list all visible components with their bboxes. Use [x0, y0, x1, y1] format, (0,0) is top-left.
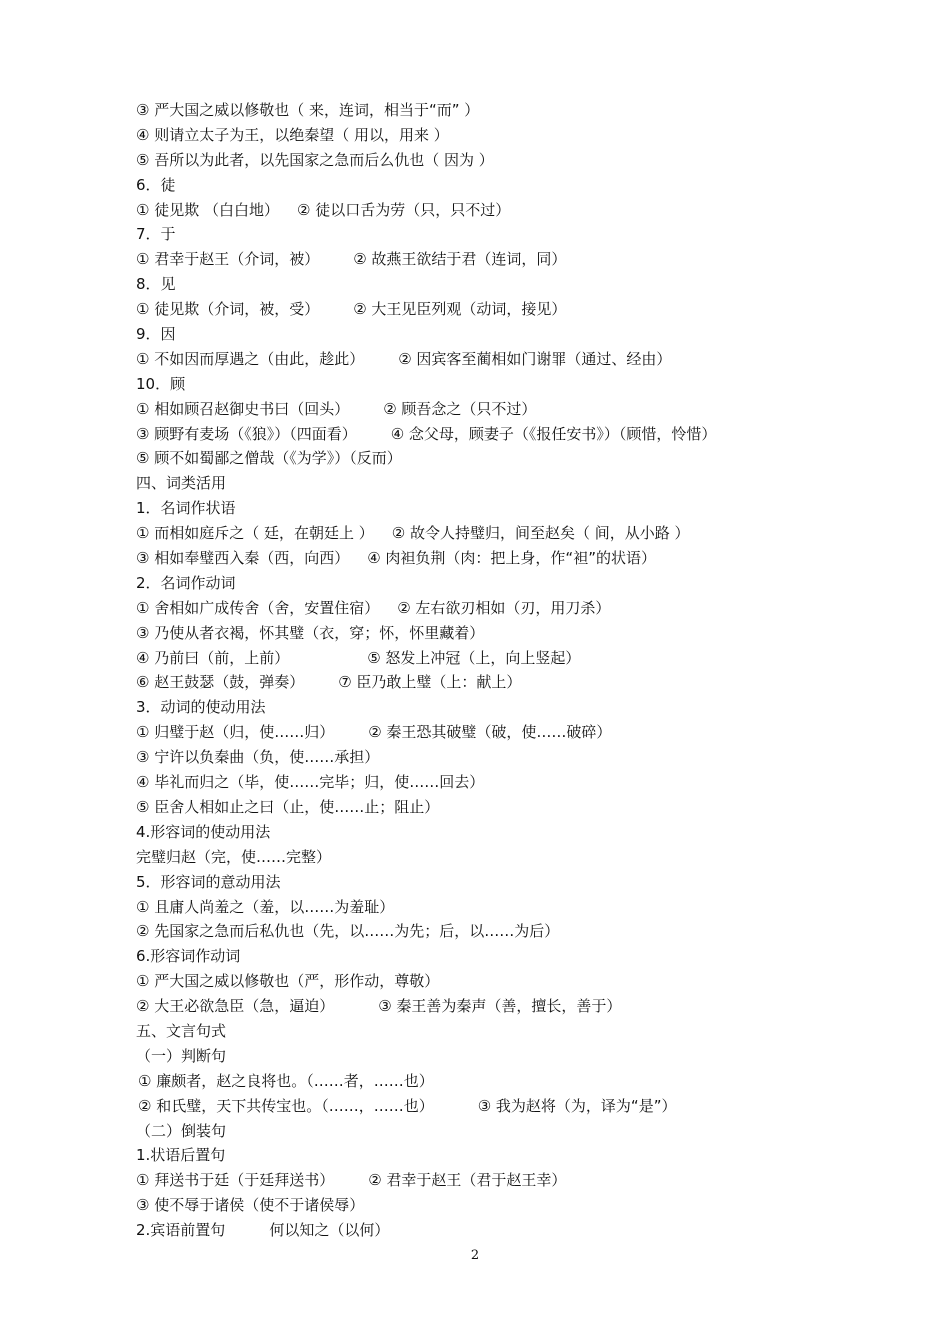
- text-line: ③ 宁许以负秦曲（负，使……承担）: [136, 748, 380, 767]
- section-heading: （二）倒装句: [136, 1121, 227, 1140]
- section-heading: 10．顾: [136, 374, 186, 393]
- text-segment: ⑤ 怒发上冲冠（上，向上竖起）: [367, 648, 581, 667]
- text-segment: ③ 秦王善为秦声（善，擅长，善于）: [378, 997, 622, 1016]
- text-segment: ② 大王见臣列观（动词，接见）: [353, 300, 567, 319]
- text-line: [136, 247, 896, 272]
- text-segment: ③ 我为赵将（为，译为“是”）: [477, 1096, 677, 1115]
- text-segment: ① 拜送书于廷（于廷拜送书）: [136, 1171, 335, 1190]
- text-segment: ① 相如顾召赵御史书曰（回头）: [136, 399, 350, 418]
- text-line: ④ 毕礼而归之（毕，使……完毕；归，使……回去）: [136, 773, 485, 792]
- text-line: [136, 670, 896, 695]
- text-line: ② 先国家之急而后私仇也（先，以……为先；后，以……为后）: [136, 922, 560, 941]
- text-line: ④ 则请立太子为王，以绝秦望（ 用以，用来 ）: [136, 125, 449, 144]
- text-segment: ② 左右欲刃相如（刃，用刀杀）: [397, 598, 611, 617]
- text-line: [136, 521, 896, 546]
- section-heading: 3．动词的使动用法: [136, 698, 266, 717]
- text-line: ① 严大国之威以修敬也（严，形作动，尊敬）: [136, 972, 440, 991]
- page-number: 2: [470, 1248, 480, 1263]
- text-segment: ④ 乃前曰（前，上前）: [136, 648, 290, 667]
- text-segment: ⑥ 赵王鼓瑟（鼓，弹奏）: [136, 673, 305, 692]
- section-heading: 1.状语后置句: [136, 1146, 226, 1165]
- text-segment: ④ 念父母，顾妻子（《报任安书》）（顾惜，怜惜）: [390, 424, 717, 443]
- text-segment: ① 不如因而厚遇之（由此，趁此）: [136, 349, 365, 368]
- document-body: [136, 98, 896, 1243]
- text-segment: ② 故燕王欲结于君（连词，同）: [353, 250, 567, 269]
- text-segment: ② 顾吾念之（只不过）: [383, 399, 537, 418]
- text-line: ③ 使不辱于诸侯（使不于诸侯辱）: [136, 1196, 365, 1215]
- section-heading: 5．形容词的意动用法: [136, 872, 281, 891]
- text-segment: ③ 顾野有麦场（《狼》）（四面看）: [136, 424, 357, 443]
- text-line: [136, 994, 896, 1019]
- section-heading: 6．徒: [136, 175, 176, 194]
- text-segment: ② 故令人持璧归，间至赵矣（ 间，从小路 ）: [391, 524, 690, 543]
- text-segment: ① 徒见欺 （白白地）: [136, 200, 279, 219]
- section-heading: 9．因: [136, 325, 176, 344]
- text-line: ⑤ 臣舍人相如止之曰（止，使……止；阻止）: [136, 797, 440, 816]
- text-line: [136, 646, 896, 671]
- text-line: ③ 严大国之威以修敬也（ 来，连词，相当于“而” ）: [136, 101, 480, 119]
- section-heading: 7．于: [136, 225, 176, 244]
- text-segment: ① 徒见欺（介词，被，受）: [136, 300, 320, 319]
- text-line: [136, 1094, 896, 1119]
- text-line: ① 且庸人尚羞之（羞，以……为羞耻）: [136, 897, 395, 916]
- text-segment: 2.宾语前置句: [136, 1221, 226, 1240]
- text-line: [136, 1218, 896, 1243]
- text-line: ⑤ 吾所以为此者，以先国家之急而后么仇也（ 因为 ）: [136, 150, 494, 169]
- text-line: [136, 720, 896, 745]
- text-segment: ④ 肉袒负荆（肉：把上身，作“袒”的状语）: [367, 549, 656, 568]
- text-segment: ① 归璧于赵（归，使……归）: [136, 723, 335, 742]
- section-heading: 8．见: [136, 275, 176, 294]
- text-line: [136, 198, 896, 223]
- text-line: [136, 546, 896, 571]
- text-line: ① 廉颇者，赵之良将也。（……者，……也）: [138, 1071, 434, 1090]
- text-line: ⑤ 顾不如蜀鄙之僧哉（《为学》）（反而）: [136, 449, 402, 468]
- text-line: [136, 1168, 896, 1193]
- section-heading: （一）判断句: [136, 1046, 227, 1065]
- text-segment: ③ 相如奉璧西入秦（西，向西）: [136, 549, 350, 568]
- text-line: 完璧归赵（完，使……完整）: [136, 847, 332, 866]
- text-segment: ② 大王必欲急臣（急，逼迫）: [136, 997, 335, 1016]
- text-segment: ⑦ 臣乃敢上璧（上：献上）: [338, 673, 522, 692]
- text-segment: 何以知之（以何）: [269, 1221, 390, 1240]
- section-heading: 五、文言句式: [136, 1021, 227, 1040]
- text-segment: ② 秦王恐其破璧（破，使……破碎）: [368, 723, 612, 742]
- text-segment: ① 君幸于赵王（介词，被）: [136, 250, 320, 269]
- text-segment: ② 徒以口舌为劳（只，只不过）: [296, 200, 511, 219]
- text-segment: ② 君幸于赵王（君于赵王幸）: [368, 1171, 567, 1190]
- text-segment: ② 因宾客至蔺相如门谢罪（通过、经由）: [398, 349, 672, 368]
- section-heading: 四、词类活用: [136, 474, 227, 493]
- text-line: ③ 乃使从者衣褐，怀其璧（衣，穿；怀，怀里藏着）: [136, 623, 485, 642]
- text-line: [136, 347, 896, 372]
- section-heading: 6.形容词作动词: [136, 947, 241, 966]
- section-heading: 2．名词作动词: [136, 573, 236, 592]
- text-segment: ② 和氏璧，天下共传宝也。（……，……也）: [138, 1096, 434, 1115]
- text-segment: ① 而相如庭斥之（ 廷，在朝廷上 ）: [136, 524, 374, 543]
- text-line: [136, 596, 896, 621]
- text-line: [136, 422, 896, 447]
- text-line: [136, 397, 896, 422]
- text-line: [136, 297, 896, 322]
- section-heading: 1．名词作状语: [136, 499, 236, 518]
- section-heading: 4.形容词的使动用法: [136, 822, 271, 841]
- text-segment: ① 舍相如广成传舍（舍，安置住宿）: [136, 598, 380, 617]
